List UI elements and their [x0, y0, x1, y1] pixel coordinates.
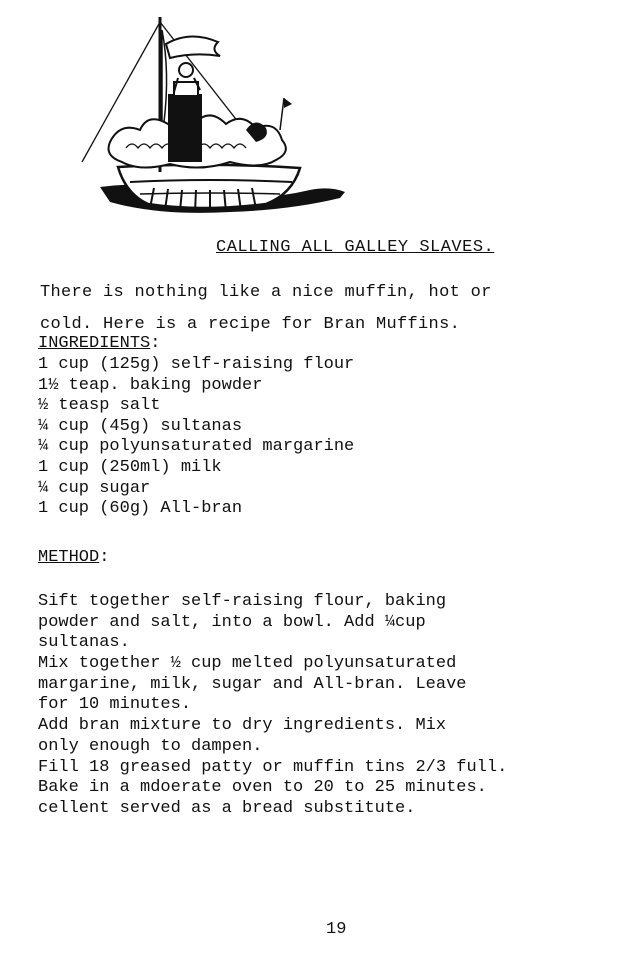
ingredients-heading-text: INGREDIENTS — [38, 334, 151, 353]
ingredients-list — [38, 355, 354, 520]
ingredient-item: 1½ teap. baking powder — [38, 375, 263, 395]
galley-ship-illustration — [70, 12, 350, 222]
ingredients-heading — [38, 334, 160, 353]
method-line: Fill 18 greased patty or muffin tins 2/3 full. — [38, 757, 508, 777]
ingredient-item: ¼ cup (45g) sultanas — [38, 416, 243, 436]
ingredient-item: 1 cup (250ml) milk — [38, 457, 222, 477]
page-title: CALLING ALL GALLEY SLAVES. — [216, 238, 495, 257]
method-line: cellent served as a bread substitute. — [38, 798, 416, 818]
method-heading-colon: : — [99, 548, 110, 567]
method-heading — [38, 548, 109, 567]
method-line: only enough to dampen. — [38, 736, 263, 756]
method-line: margarine, milk, sugar and All-bran. Leave — [38, 674, 467, 694]
method-list — [38, 592, 507, 820]
method-line: for 10 minutes. — [38, 695, 192, 715]
intro-line: cold. Here is a recipe for Bran Muffins. — [40, 315, 461, 334]
ingredient-item: ¼ cup sugar — [38, 478, 151, 498]
ingredient-item: ½ teasp salt — [38, 396, 161, 416]
method-line: powder and salt, into a bowl. Add ¼cup — [38, 612, 426, 632]
ingredients-heading-colon: : — [150, 334, 161, 353]
method-line: Bake in a mdoerate oven to 20 to 25 minutes. — [38, 778, 487, 798]
method-line: Add bran mixture to dry ingredients. Mix — [38, 716, 447, 736]
intro-line: There is nothing like a nice muffin, hot or — [40, 283, 492, 302]
page-number: 19 — [326, 920, 347, 939]
method-line: Sift together self-raising flour, baking — [38, 592, 447, 611]
ingredient-item: ¼ cup polyunsaturated margarine — [38, 437, 355, 457]
ingredient-item: 1 cup (125g) self-raising flour — [38, 355, 355, 374]
method-heading-text: METHOD — [38, 548, 100, 567]
method-line: sultanas. — [38, 633, 130, 653]
method-line: Mix together ½ cup melted polyunsaturated — [38, 654, 457, 674]
ingredient-item: 1 cup (60g) All-bran — [38, 499, 243, 519]
